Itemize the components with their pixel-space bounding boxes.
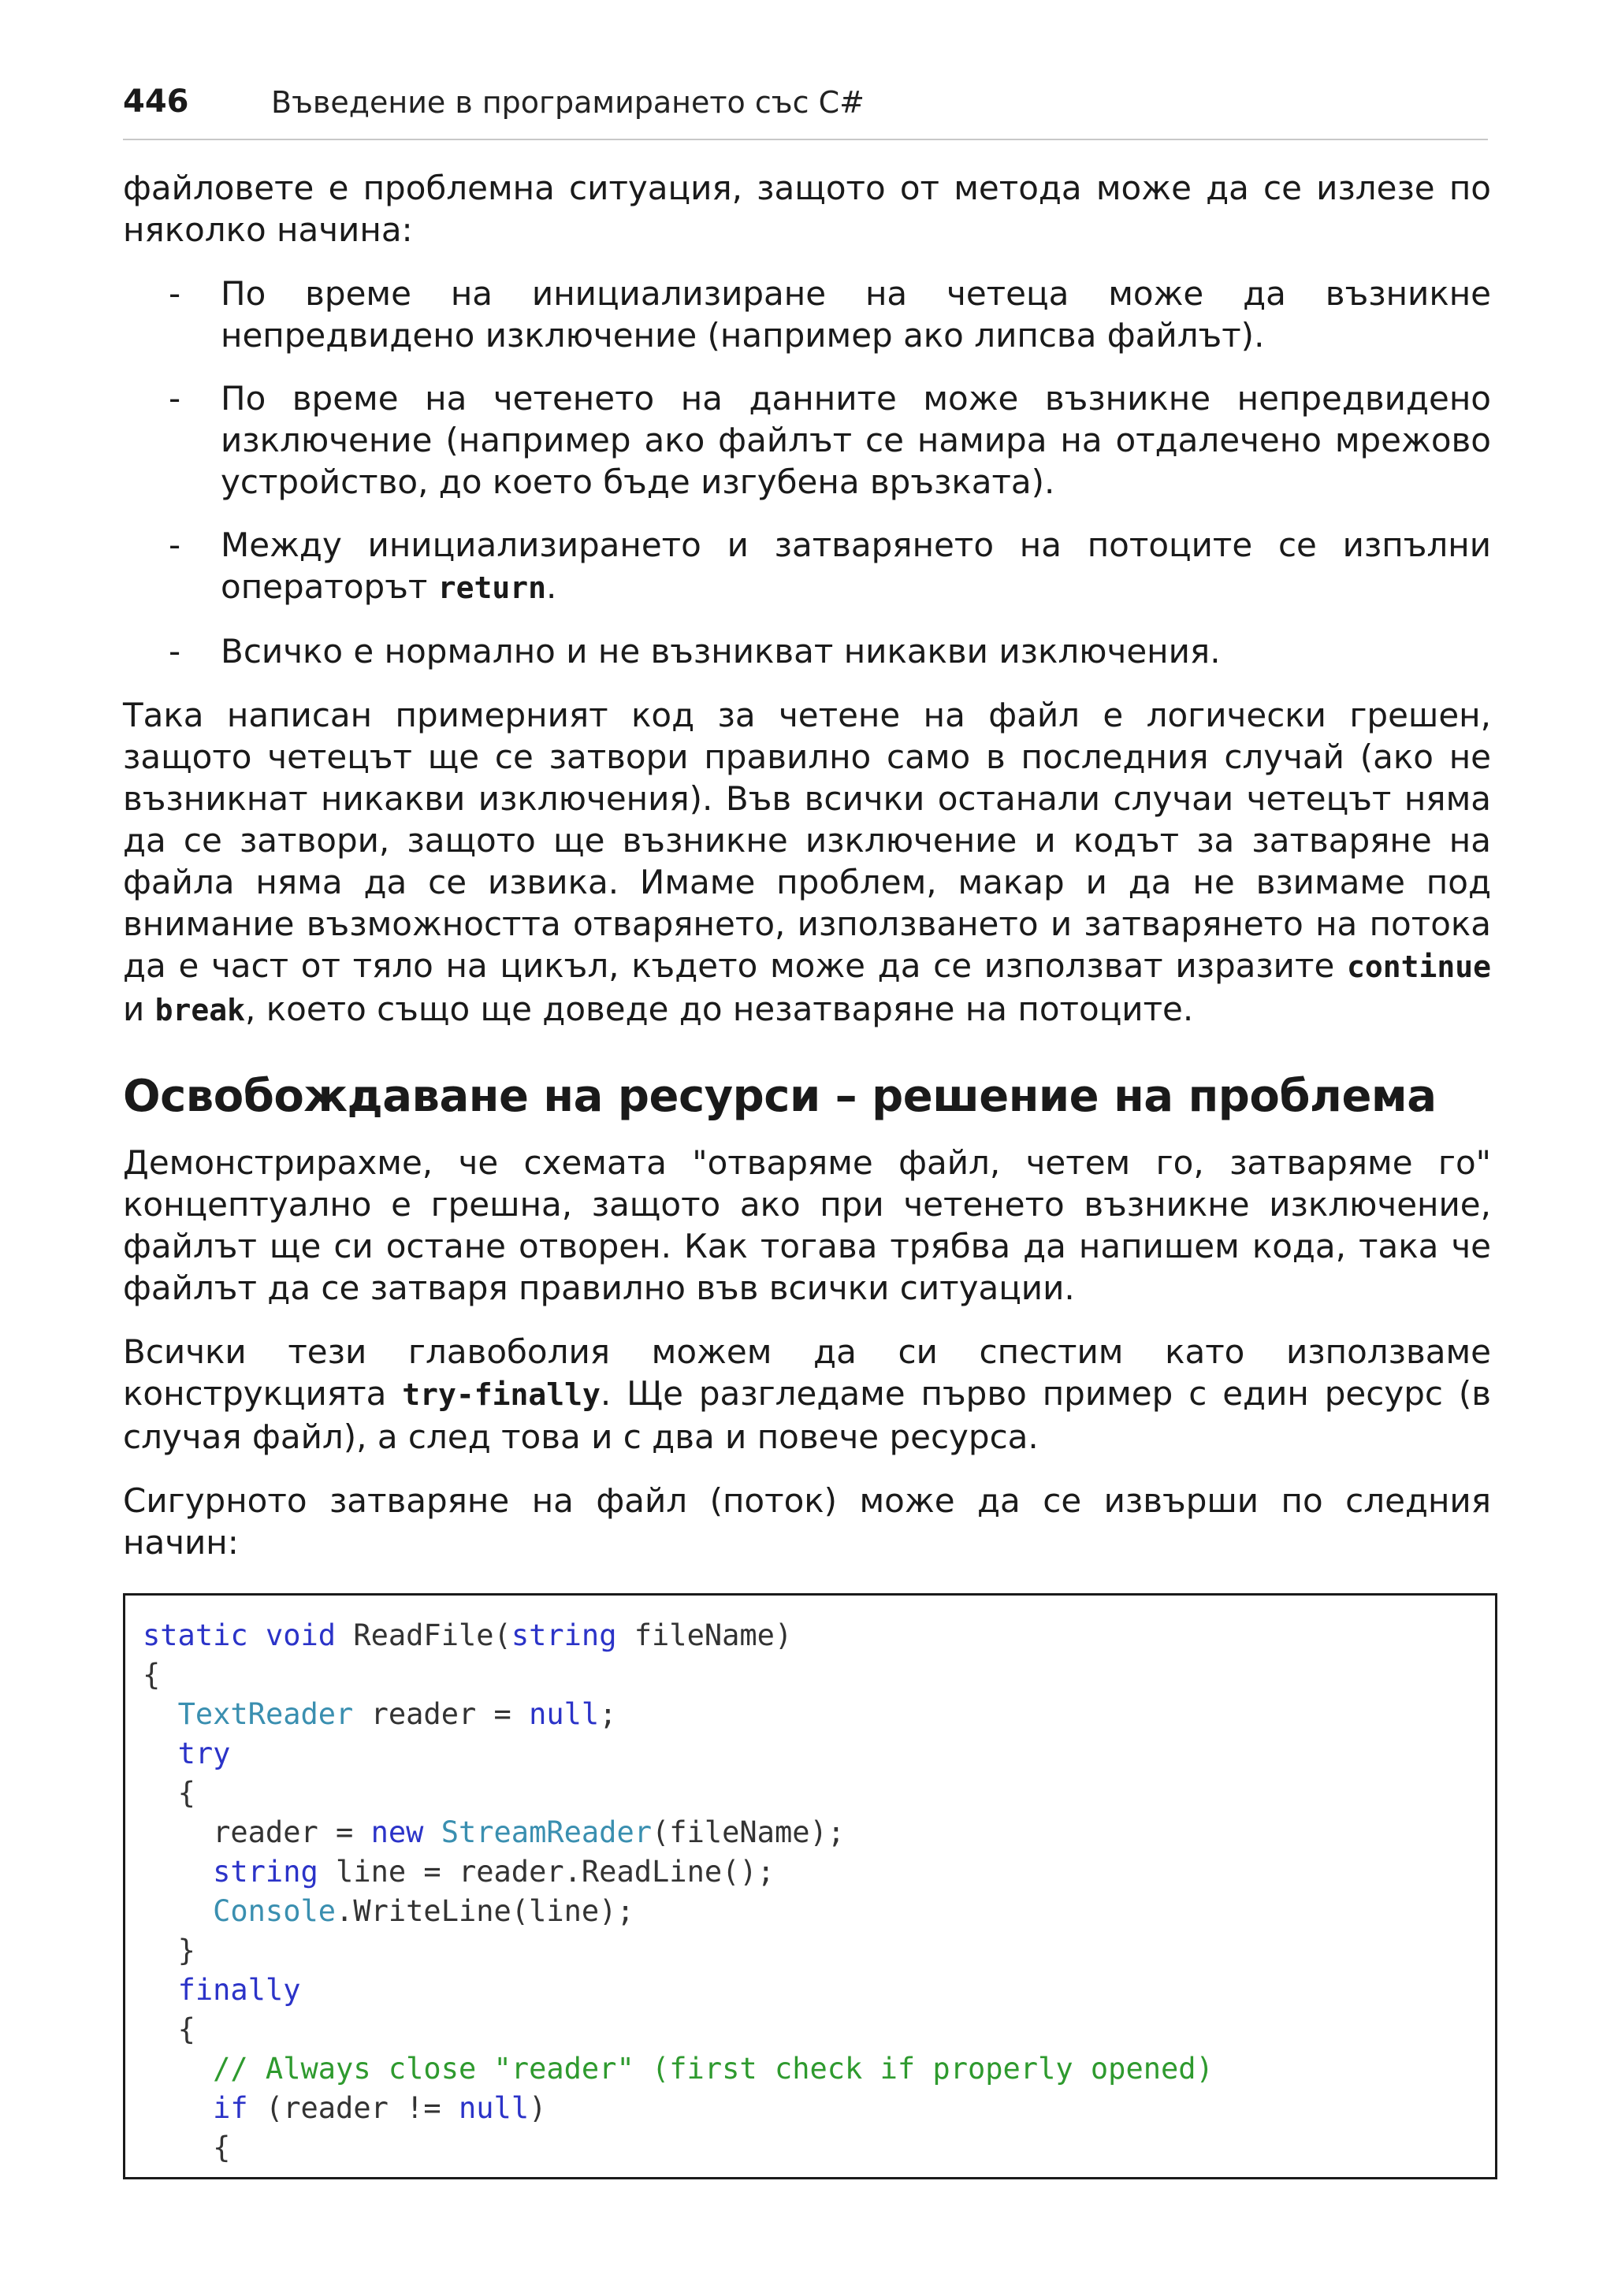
section-heading: Освобождаване на ресурси – решение на проблема [123, 1071, 1437, 1122]
code-listing [123, 1593, 1497, 2179]
code-keyword: new [370, 1815, 424, 1849]
paragraph-text: . Ще разгледаме първо пример с един ресурс (в случая файл), а след това и с два и повече ресурса. [123, 1374, 1492, 1456]
code-text: (reader != [265, 2091, 459, 2125]
list-item [123, 524, 1491, 609]
body-paragraph [123, 1331, 1491, 1458]
code-type: StreamReader [441, 1815, 653, 1849]
code-brace: { [177, 1776, 195, 1810]
paragraph-text: , което също ще доведе до незатваряне на потоците. [245, 990, 1194, 1028]
code-keyword: finally [177, 1973, 301, 2007]
code-block [143, 1616, 1495, 2168]
code-brace: { [177, 2012, 195, 2046]
code-text: (fileName); [652, 1815, 846, 1849]
paragraph-text: Всички тези главоболия можем да си спестим като използваме конструкцията [123, 1332, 1491, 1413]
code-text: .WriteLine(line); [336, 1894, 634, 1928]
code-keyword: void [265, 1618, 337, 1652]
code-brace: { [213, 2131, 231, 2164]
list-item-end: . [546, 567, 557, 606]
bullet-dash: - [169, 632, 181, 671]
code-brace: { [143, 1658, 161, 1692]
code-text: fileName) [634, 1618, 793, 1652]
code-text: reader = [213, 1815, 371, 1849]
list-item-text: Между инициализирането и затварянето на потоците се изпълни операторът [221, 526, 1491, 606]
page-header [123, 82, 1488, 140]
paragraph-text: Така написан примерният код за четене на файл е логически грешен, защото четецът ще се затвори правилно само в последния случай (ако не възникнат никакви изключения). Във всички останали случаи четецът няма да се затвори, защото ще възникне изключение и кодът за затваряне на файла няма да се извика. Имаме проблем, макар и да не взимаме под внимание възможността отварянето, използването и затварянето на потока да е част от тяло на цикъл, където може да се използват изразите [123, 696, 1491, 985]
body-paragraph: Сигурното затваряне на файл (поток) може да се извърши по следния начин: [123, 1481, 1491, 1562]
code-keyword: if [213, 2091, 248, 2125]
inline-code-try-finally: try-finally [402, 1377, 601, 1412]
inline-code-continue: continue [1346, 949, 1491, 984]
list-item-text: Всичко е нормално и не възникват никакви изключения. [221, 632, 1221, 671]
code-keyword: null [459, 2091, 530, 2125]
list-item [123, 377, 1491, 503]
bullet-dash: - [169, 379, 181, 418]
code-type: Console [213, 1894, 337, 1928]
code-brace: } [177, 1934, 195, 1967]
page-body [123, 167, 1491, 1585]
code-text: ReadFile( [353, 1618, 511, 1652]
inline-code-break: break [154, 993, 246, 1027]
code-text: line = reader.ReadLine(); [336, 1855, 775, 1889]
running-title: Въведение в програмирането със C# [271, 85, 865, 120]
intro-paragraph: файловете е проблемна ситуация, защото от метода може да се излезе по няколко начина: [123, 169, 1491, 249]
code-keyword: string [213, 1855, 318, 1889]
page-number: 446 [123, 84, 189, 120]
code-text: ) [529, 2091, 547, 2125]
code-keyword: try [177, 1737, 231, 1770]
code-type: TextReader [177, 1697, 354, 1731]
bullet-dash: - [169, 274, 181, 313]
body-paragraph: Демонстрирахме, че схемата "отваряме файл, четем го, затваряме го" концептуално е грешна, защото ако при четенето възникне изключение, файлът ще си остане отворен. Как тогава трябва да напишем кода, така че файлът да се затваря правилно във всички ситуации. [123, 1143, 1491, 1307]
body-paragraph [123, 694, 1491, 1031]
paragraph-text: и [123, 990, 155, 1028]
list-item [123, 630, 1491, 672]
list-item-text: По време на четенето на данните може възникне непредвидено изключение (например ако файлът се намира на отдалечено мрежово устройство, до което бъде изгубена връзката). [221, 379, 1491, 501]
bullet-list [123, 273, 1491, 672]
list-item-text: По време на инициализиране на четеца може да възникне непредвидено изключение (например ако липсва файлът). [221, 274, 1491, 355]
code-text: ; [599, 1697, 617, 1731]
code-comment: // Always close "reader" (first check if properly opened) [213, 2052, 1214, 2086]
code-text: reader = [370, 1697, 530, 1731]
code-keyword: null [529, 1697, 600, 1731]
bullet-dash: - [169, 526, 181, 564]
list-item [123, 273, 1491, 356]
inline-code-return: return [437, 570, 546, 605]
code-keyword: string [511, 1618, 617, 1652]
code-keyword: static [143, 1618, 248, 1652]
